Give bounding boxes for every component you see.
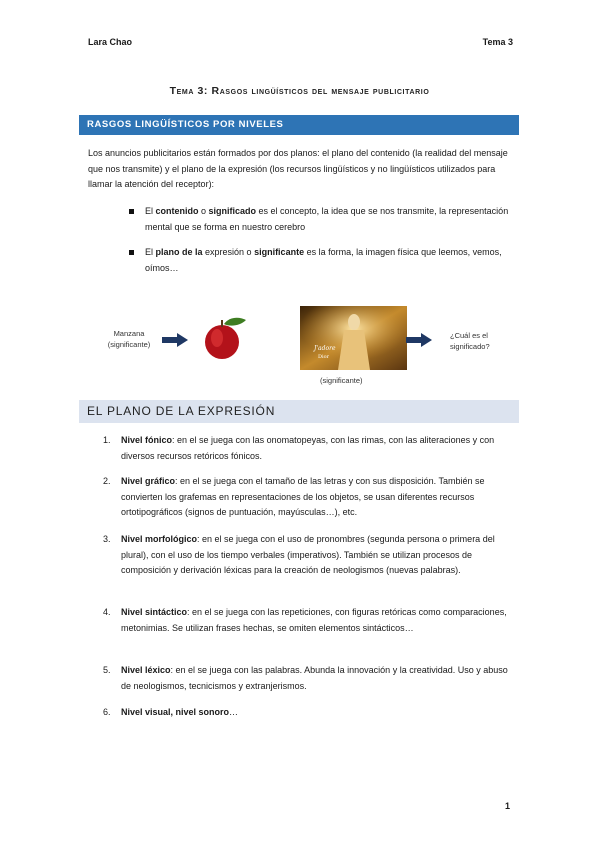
poster-brand-dior: Dior <box>318 354 330 360</box>
page-number: 1 <box>505 801 511 811</box>
manzana-label: Manzana (significante) <box>107 329 151 349</box>
signifier-figure <box>88 300 518 390</box>
list-item: 4. Nivel sintáctico: en el se juega con las repeticiones, con figuras retóricas como comparaciones, metonimias. Se utilizan frases hechas, se omiten elementos sintácticos… <box>103 607 507 633</box>
apple-image <box>200 314 252 362</box>
perfume-ad-image <box>300 306 407 370</box>
header-topic: Tema 3 <box>482 37 513 47</box>
arrow-right-icon <box>406 333 432 347</box>
section-heading-expresion: EL PLANO DE LA EXPRESIÓN <box>79 400 519 423</box>
poster-brand-jadore: J'adore <box>314 345 336 352</box>
header-author: Lara Chao <box>88 37 133 47</box>
document-title: Tema 3: Rasgos lingüísticos del mensaje publicitario <box>169 85 430 97</box>
list-item: 2. Nivel gráfico: en el se juega con el tamaño de las letras y con sus disposición. También se convierten los grafemas en representaciones de los objetos, se usan diferentes recursos ortotipográficos (signos de puntuación, mayúsculas…), etc. <box>103 476 485 517</box>
section-heading-rasgos: RASGOS LINGÜÍSTICOS POR NIVELES <box>79 115 519 135</box>
list-item: 3. Nivel morfológico: en el se juega con el uso de pronombres (segunda persona o primera del plural), con el uso de los tiempo verbales (imperativos). También se utilizan procesos de composición y derivación léxicas para la creación de neologismos (nuevas palabras). <box>103 534 495 575</box>
bullet-square-icon <box>129 250 134 255</box>
bullet-square-icon <box>129 209 134 214</box>
arrow-right-icon <box>162 333 188 347</box>
intro-paragraph: Los anuncios publicitarios están formados por dos planos: el plano del contenido (la realidad del mensaje que nos transmite) y el plano de la expresión (los recursos lingüísticos y no lingüísticos utilizados para llamar la atención del receptor): <box>88 148 508 189</box>
bullet-item: El contenido o significado es el concepto, la idea que se nos transmite, la representación mental que se forma en nuestro cerebro <box>145 204 510 235</box>
significante-caption: (significante) <box>320 376 363 385</box>
bullet-item: El plano de la expresión o significante es la forma, la imagen física que leemos, vemos, oímos… <box>145 245 510 276</box>
list-item: 1. Nivel fónico: en el se juega con las onomatopeyas, con las rimas, con las aliteraciones y con diversos recursos retóricos fónicos. <box>103 435 495 461</box>
significado-question: ¿Cuál es el significado? <box>450 331 490 351</box>
list-item: 6. Nivel visual, nivel sonoro… <box>103 707 239 717</box>
list-item: 5. Nivel léxico: en el se juega con las palabras. Abunda la innovación y la creatividad. Uso y abuso de neologismos, tecnicismos y extranjerismos. <box>103 665 508 691</box>
